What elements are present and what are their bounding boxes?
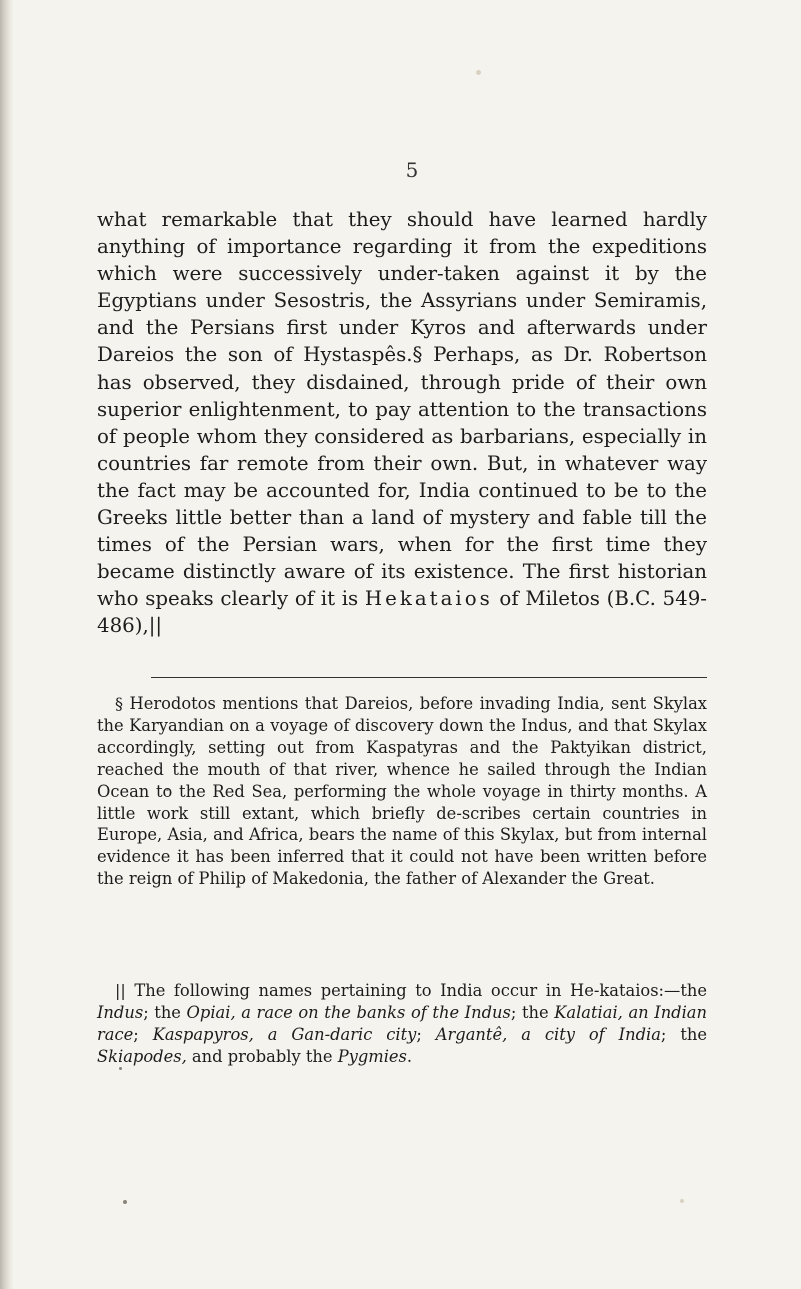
author-name-spaced: Hekataios <box>364 587 493 611</box>
separator: . <box>406 1046 413 1066</box>
footnote-marker: || <box>115 981 126 1000</box>
name-pygmies: Pygmies <box>337 1046 407 1066</box>
name-indus: Indus <box>97 1002 144 1022</box>
main-body-tail: of Miletos (B.C. 549-486),|| <box>97 587 707 638</box>
separator: ; the <box>143 1002 187 1022</box>
footnote-marker: § <box>115 694 123 713</box>
name-opiai: Opiai, a race on the banks of the Indus <box>186 1002 511 1022</box>
paper-spot <box>123 1200 127 1204</box>
footnote-divider <box>151 677 707 678</box>
separator: ; the <box>660 1024 707 1044</box>
name-skiapodes: Skiapodes, <box>97 1046 187 1066</box>
name-kalatiai: Kalatiai, an Indian race <box>97 1002 707 1044</box>
main-body-paragraph: what remarkable that they should have learned hardly anything of importance regarding it from the expeditions which were successively under-taken against it by the Egyptians under Sesostris, the Assyrians under Semiramis, and the Persians first under Kyros and afterwards under Dareios the son of Hystaspês.§ Perhaps, as Dr. Robertson has observed, they disdained, through pride of their own superior enlightenment, to pay attention to the transactions of people whom they considered as barbarians, especially in countries far remote from their own. But, in whatever way the fact may be accounted for, India continued to be to the Greeks little better than a land of mystery and fable till the times of the Persian wars, when for the first time they became distinctly aware of its existence. The first historian who speaks clearly of it is <box>97 208 707 611</box>
separator: ; <box>133 1024 153 1044</box>
separator: and probably the <box>186 1046 338 1066</box>
name-kaspapyros: Kaspapyros, a Gan-daric city <box>152 1024 417 1044</box>
paper-spot <box>476 70 481 75</box>
footnote-intro: The following names pertaining to India occur in He-kataios:—the <box>125 981 707 1000</box>
paper-spot <box>680 1199 684 1203</box>
footnote-text: Herodotos mentions that Dareios, before invading India, sent Skylax the Karyandian on a voyage of discovery down the Indus, and that Skylax accordingly, setting out from Kaspatyras and the Paktyikan district, reached the mouth of that river, whence he sailed through the Indian Ocean to the Red Sea, performing the whole voyage in thirty months. A little work still extant, which briefly de-scribes certain countries in Europe, Asia, and Africa, bears the name of this Skylax, but from internal evidence it has been inferred that it could not have been written before the reign of Philip of Makedonia, the father of Alexander the Great. <box>97 694 707 889</box>
main-body-text <box>97 206 707 640</box>
name-argante: Argantê, a city of India <box>435 1024 661 1044</box>
footnote-section <box>97 693 707 890</box>
footnote-double-bar <box>97 980 707 1068</box>
separator: ; <box>416 1024 436 1044</box>
page-binding-edge <box>0 0 14 1289</box>
separator: ; the <box>510 1002 555 1022</box>
page-number: 5 <box>405 158 419 182</box>
